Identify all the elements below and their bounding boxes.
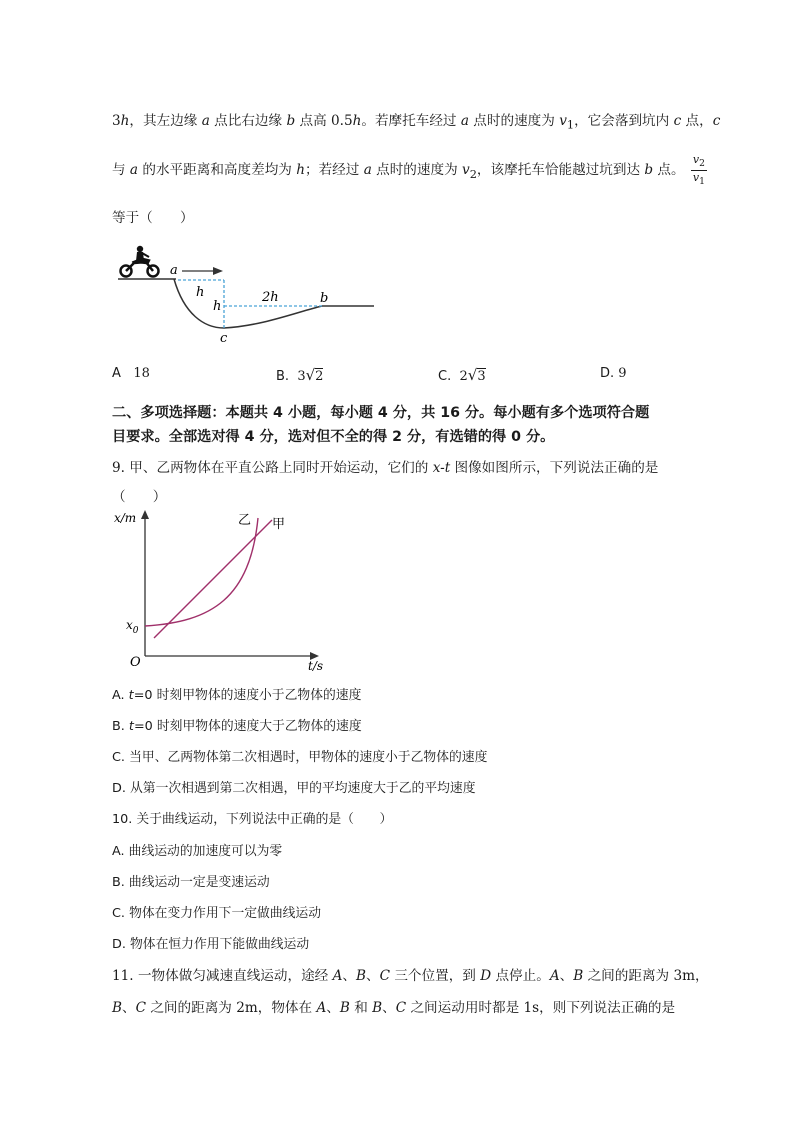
label-2h: 2h xyxy=(262,290,279,305)
velocity-arrow-head xyxy=(213,267,223,275)
q10-option-a[interactable]: A. 曲线运动的加速度可以为零 xyxy=(112,844,283,859)
y-axis-arrow xyxy=(141,510,149,519)
axis-label-y: x/m xyxy=(114,511,137,525)
label-h-horizontal: h xyxy=(196,285,205,300)
q8-line-2: 与 a 的水平距离和高度差均为 h；若经过 a 点时的速度为 $v_2$，该摩托车恰能越过坑到达 b 点。 $\frac{v_2}{v_1}$ xyxy=(112,153,705,188)
q11-stem-line-2: B、C 之间的距离为 2m，物体在 A、B 和 B、C 之间运动用时都是 1s，则下列说法正确的是 xyxy=(112,1000,676,1016)
q10-option-b[interactable]: B. 曲线运动一定是变速运动 xyxy=(112,875,270,890)
label-h-vertical: h xyxy=(213,299,222,314)
q9-option-c[interactable]: C. 当甲、乙两物体第二次相遇时，甲物体的速度小于乙物体的速度 xyxy=(112,750,488,765)
label-c: c xyxy=(220,331,228,346)
series-jia-line xyxy=(154,520,272,638)
q9-stem-line-1: 9. 甲、乙两物体在平直公路上同时开始运动，它们的 x-t 图像如图所示，下列说法正确的是 xyxy=(112,460,659,476)
origin-label: O xyxy=(130,655,141,670)
q8-option-a[interactable]: A 18 xyxy=(112,366,150,381)
velocity-ratio-fraction: $\frac{v_2}{v_1}$ xyxy=(692,153,705,188)
motorcycle-icon xyxy=(121,246,159,277)
section-heading-line-2: 目要求。全部选对得 4 分，选对但不全的得 2 分，有选错的得 0 分。 xyxy=(112,429,555,445)
q8-line-1: 3h，其左边缘 a 点比右边缘 b 点高 0.5h。若摩托车经过 a 点时的速度为 $v_1$，它会落到坑内 c 点，c xyxy=(112,113,721,132)
axis-label-x: t/s xyxy=(308,659,324,673)
q9-option-a[interactable]: A. t=0 时刻甲物体的速度小于乙物体的速度 xyxy=(112,688,362,703)
section-heading-line-1: 二、多项选择题：本题共 4 小题，每小题 4 分，共 16 分。每小题有多个选项符合题 xyxy=(112,405,650,421)
label-b: b xyxy=(320,291,329,306)
q8-line-3: 等于（ ） xyxy=(112,210,194,226)
xt-graph xyxy=(112,506,342,674)
q11-stem-line-1: 11. 一物体做匀减速直线运动，途经 A、B、C 三个位置，到 D 点停止。A、B 之间的距离为 3m， xyxy=(112,968,709,984)
x0-label: $x_0$ xyxy=(126,618,139,636)
label-a: a xyxy=(170,263,178,278)
series-yi-curve xyxy=(145,518,258,626)
series-yi-label: 乙 xyxy=(238,513,252,528)
q8-option-c[interactable]: C. 2√3 xyxy=(438,366,486,384)
q10-option-d[interactable]: D. 物体在恒力作用下能做曲线运动 xyxy=(112,937,310,952)
q9-option-b[interactable]: B. t=0 时刻甲物体的速度大于乙物体的速度 xyxy=(112,719,362,734)
q9-option-d[interactable]: D. 从第一次相遇到第二次相遇，甲的平均速度大于乙的平均速度 xyxy=(112,781,476,796)
series-jia-label: 甲 xyxy=(272,517,286,532)
pit-figure xyxy=(112,244,382,348)
q8-option-d[interactable]: D. 9 xyxy=(600,366,627,381)
q8-option-b[interactable]: B. 3√2 xyxy=(276,366,324,384)
q10-stem: 10. 关于曲线运动，下列说法中正确的是（ ） xyxy=(112,812,393,827)
q9-stem-line-2: （ ） xyxy=(112,489,167,505)
q10-option-c[interactable]: C. 物体在变力作用下一定做曲线运动 xyxy=(112,906,322,921)
